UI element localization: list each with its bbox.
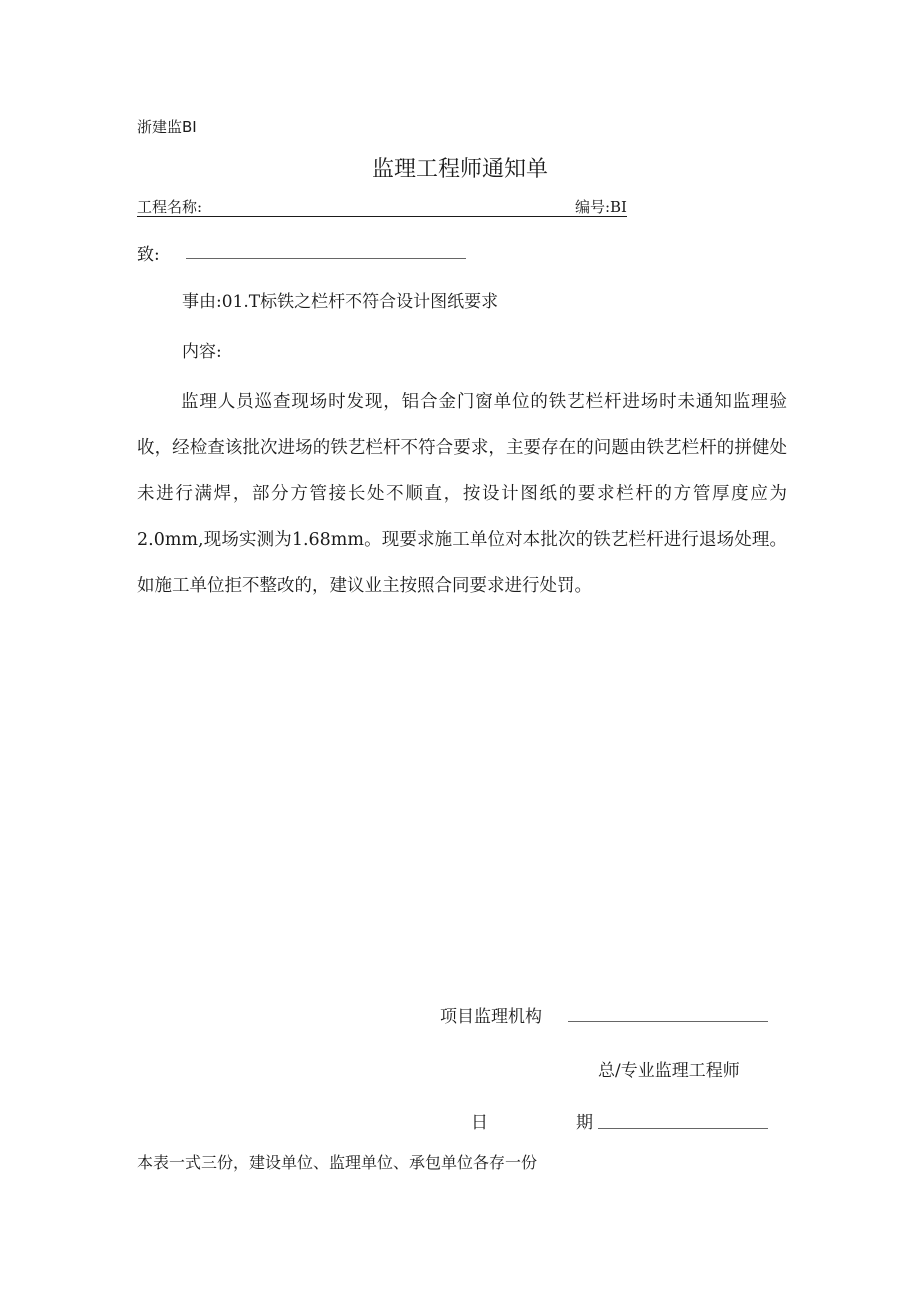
- form-code: 浙建监BI: [137, 118, 197, 136]
- date-blank-line: [598, 1128, 768, 1129]
- project-info-row: [137, 196, 627, 217]
- page-title: 监理工程师通知单: [371, 157, 548, 182]
- recipient-label: 致:: [137, 245, 160, 265]
- content-label: 内容:: [182, 342, 222, 362]
- recipient-blank-line: [186, 258, 466, 259]
- document-number-label: 编号:BI: [574, 198, 627, 216]
- engineer-label: 总/专业监理工程师: [598, 1061, 740, 1081]
- supervision-org-signature-line: [568, 1021, 768, 1022]
- footer-note: 本表一式三份，建设单位、监理单位、承包单位各存一份: [137, 1153, 538, 1172]
- subject-line: 事由:01.T标铁之栏杆不符合设计图纸要求: [182, 292, 499, 312]
- content-body: 监理人员巡查现场时发现，铝合金门窗单位的铁艺栏杆进场时未通知监理验收，经检查该批次进场的铁艺栏杆不符合要求，主要存在的问题由铁艺栏杆的拼健处未进行满焊，部分方管接长处不顺直，按设计图纸的要求栏杆的方管厚度应为2.0mm,现场实测为1.68mm。现要求施工单位对本批次的铁艺栏杆进行退场处理。如施工单位拒不整改的，建议业主按照合同要求进行处罚。: [137, 392, 787, 596]
- project-name-label: 工程名称:: [137, 198, 203, 216]
- supervision-org-label: 项目监理机构: [440, 1007, 542, 1027]
- date-label-second-char: 期: [576, 1113, 593, 1133]
- date-label-first-char: 日: [471, 1113, 488, 1133]
